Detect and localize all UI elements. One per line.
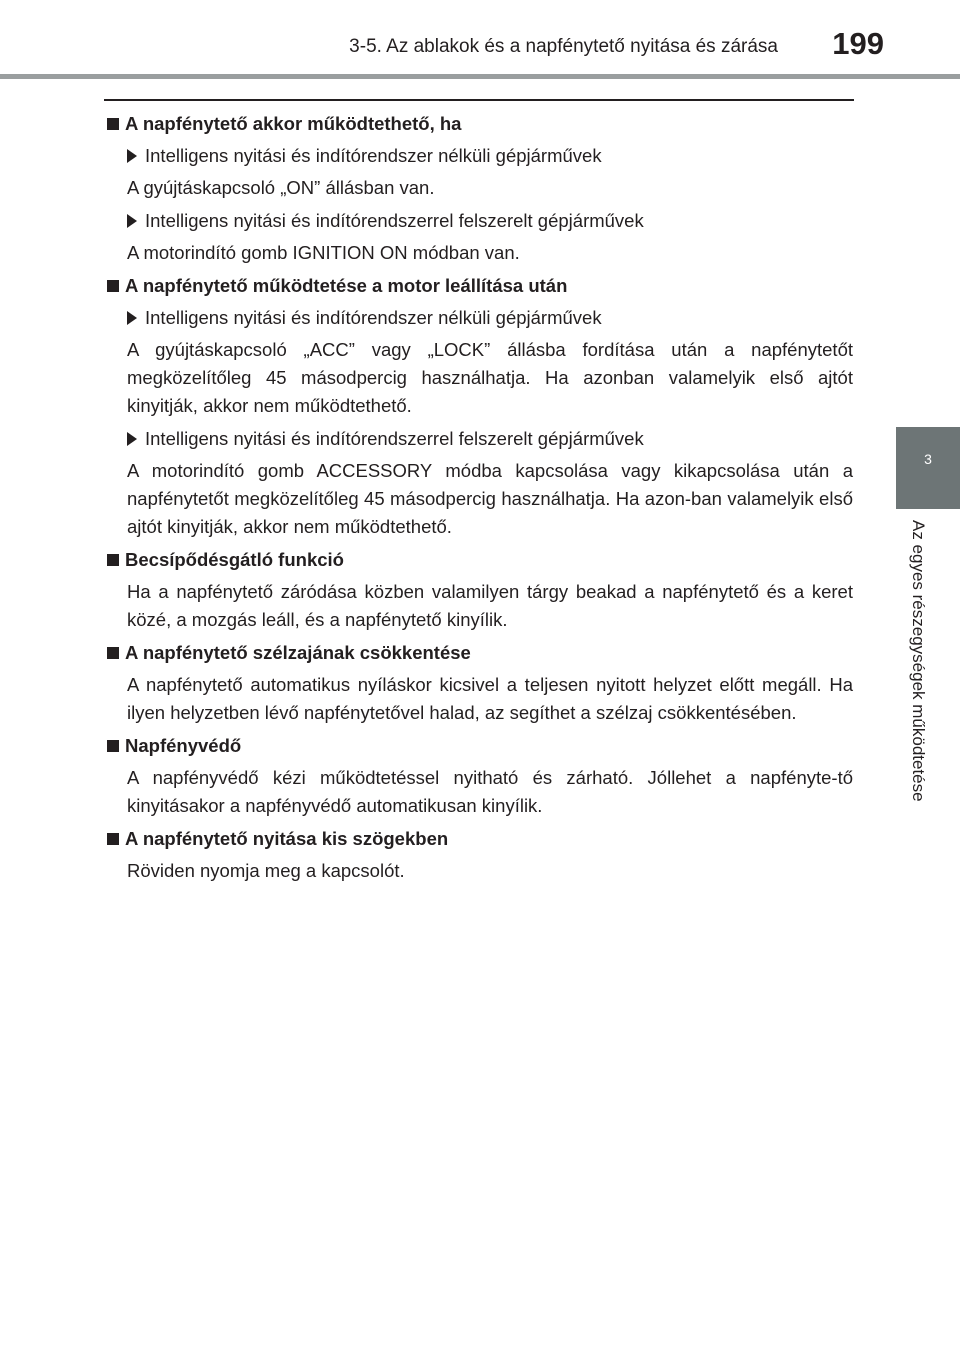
subheading xyxy=(127,304,853,331)
paragraph: Ha a napfénytető záródása közben valamilyen tárgy beakad a napfénytető és a keret közé, a mozgás leáll, és a napfénytető kinyílik. xyxy=(127,581,853,630)
square-bullet-icon xyxy=(107,280,119,292)
chapter-tab-number: 3 xyxy=(924,451,932,467)
section-title xyxy=(107,732,853,759)
paragraph: A gyújtáskapcsoló „ACC” vagy „LOCK” állásba fordítása után a napfénytetőt megközelítőleg 45 másodpercig használhatja. Ha azonban valamelyik első ajtót kinyitják, akkor nem működtethető. xyxy=(127,339,853,416)
page-header xyxy=(0,0,960,80)
section-title-text: A napfénytető nyitása kis szögekben xyxy=(125,828,449,849)
section xyxy=(107,639,853,727)
subheading xyxy=(127,425,853,452)
triangle-bullet-icon xyxy=(127,149,137,163)
square-bullet-icon xyxy=(107,118,119,130)
section-title-text: Becsípődésgátló funkció xyxy=(125,549,344,570)
section-title-text: A napfénytető működtetése a motor leállítása után xyxy=(125,275,568,296)
page-content xyxy=(107,110,853,885)
square-bullet-icon xyxy=(107,647,119,659)
triangle-bullet-icon xyxy=(127,432,137,446)
section xyxy=(107,546,853,634)
subheading-text: Intelligens nyitási és indítórendszerrel felszerelt gépjárművek xyxy=(145,428,644,449)
subheading-text: Intelligens nyitási és indítórendszerrel felszerelt gépjárművek xyxy=(145,210,644,231)
subheading xyxy=(127,142,853,169)
paragraph: A napfénytető automatikus nyíláskor kicsivel a teljesen nyitott helyzet előtt megáll. Ha ilyen helyzetben lévő napfénytetővel halad, az segíthet a szélzaj csökkentésében. xyxy=(127,674,853,723)
section xyxy=(107,825,853,885)
paragraph: A napfényvédő kézi működtetéssel nyitható és zárható. Jóllehet a napfényte-tő kinyitásakor a napfényvédő automatikusan kinyílik. xyxy=(127,767,853,816)
subheading-text: Intelligens nyitási és indítórendszer nélküli gépjárművek xyxy=(145,307,602,328)
header-rule xyxy=(0,74,960,79)
paragraph: A motorindító gomb ACCESSORY módba kapcsolása vagy kikapcsolása után a napfénytetőt megközelítőleg 45 másodpercig használhatja. Ha azon-ban valamelyik első ajtót kinyitják, akkor nem működtethető. xyxy=(127,460,853,537)
subheading-text: Intelligens nyitási és indítórendszer nélküli gépjárművek xyxy=(145,145,602,166)
section-title xyxy=(107,110,853,137)
section xyxy=(107,732,853,820)
section-title-text: Napfényvédő xyxy=(125,735,242,756)
section xyxy=(107,110,853,267)
square-bullet-icon xyxy=(107,554,119,566)
paragraph: A gyújtáskapcsoló „ON” állásban van. xyxy=(127,177,435,198)
section-title-text: A napfénytető akkor működtethető, ha xyxy=(125,113,462,134)
section-title xyxy=(107,825,853,852)
triangle-bullet-icon xyxy=(127,311,137,325)
chapter-title: 3-5. Az ablakok és a napfénytető nyitása és zárása xyxy=(349,36,778,57)
section xyxy=(107,272,853,541)
triangle-bullet-icon xyxy=(127,214,137,228)
section-title xyxy=(107,272,853,299)
square-bullet-icon xyxy=(107,740,119,752)
chapter-tab xyxy=(896,427,960,509)
paragraph: Röviden nyomja meg a kapcsolót. xyxy=(127,860,405,881)
square-bullet-icon xyxy=(107,833,119,845)
subheading xyxy=(127,207,853,234)
chapter-side-label: Az egyes részegységek működtetése xyxy=(909,520,928,802)
page-number: 199 xyxy=(832,26,884,61)
section-title xyxy=(107,639,853,666)
paragraph: A motorindító gomb IGNITION ON módban van. xyxy=(127,242,520,263)
content-rule xyxy=(104,99,854,101)
section-title-text: A napfénytető szélzajának csökkentése xyxy=(125,642,471,663)
section-title xyxy=(107,546,853,573)
